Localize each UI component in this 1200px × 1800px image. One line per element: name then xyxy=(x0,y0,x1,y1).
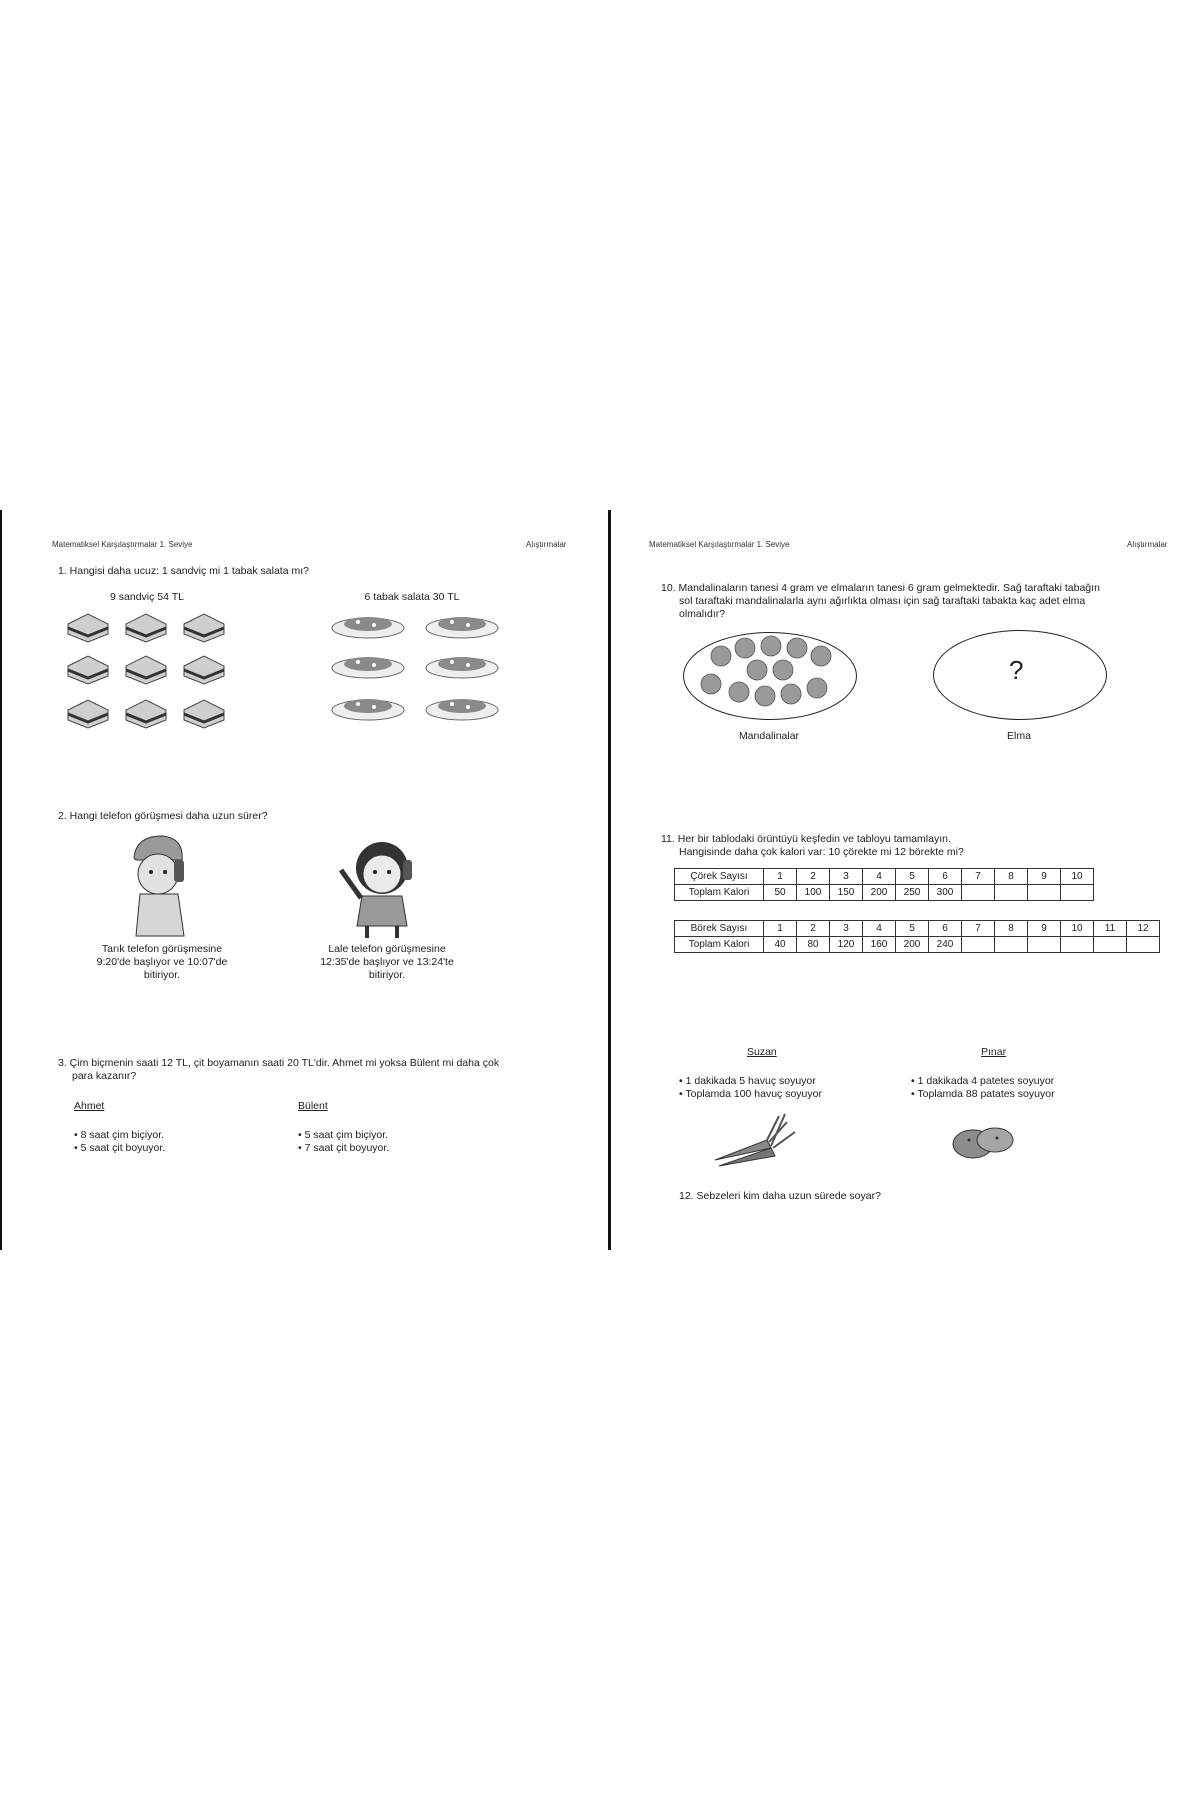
table-cell: 4 xyxy=(863,869,896,885)
sandwich-icon xyxy=(68,700,108,728)
table-cell: 7 xyxy=(962,869,995,885)
mandarin-icon xyxy=(747,660,767,680)
ahmet-item: • 8 saat çim biçiyor. xyxy=(74,1129,165,1141)
table-cell: 160 xyxy=(863,937,896,953)
table-cell: Toplam Kalori xyxy=(675,937,764,953)
table-cell: 2 xyxy=(797,921,830,937)
left-header-section: Alıştırmalar xyxy=(526,540,567,549)
question-3-line-1: 3. Çim biçmenin saati 12 TL, çit boyamanın saati 20 TL'dir. Ahmet mi yoksa Bülent mi daha çok xyxy=(58,1057,500,1069)
mandarin-icon xyxy=(711,646,731,666)
table-answer-cell[interactable] xyxy=(1028,885,1061,901)
table-cell: 150 xyxy=(830,885,863,901)
table-cell: 6 xyxy=(929,921,962,937)
ahmet-name: Ahmet xyxy=(74,1100,105,1112)
table-cell: 8 xyxy=(995,921,1028,937)
salad-plate-icon xyxy=(426,657,498,678)
table-cell: 4 xyxy=(863,921,896,937)
question-1-text: 1. Hangisi daha ucuz: 1 sandviç mi 1 tabak salata mı? xyxy=(58,565,309,577)
table-cell: 12 xyxy=(1127,921,1160,937)
question-10-line-1: 10. Mandalinaların tanesi 4 gram ve elmaların tanesi 6 gram gelmektedir. Sağ taraftaki tabağın xyxy=(661,582,1100,594)
bulent-item: • 5 saat çim biçiyor. xyxy=(298,1129,389,1141)
salad-plate-icon xyxy=(426,617,498,638)
question-12-text: 12. Sebzeleri kim daha uzun sürede soyar? xyxy=(679,1190,881,1202)
suzan-item: • 1 dakikada 5 havuç soyuyor xyxy=(679,1075,816,1087)
table-answer-cell[interactable] xyxy=(995,885,1028,901)
table-answer-cell[interactable] xyxy=(1094,937,1127,953)
question-3-line-2: para kazanır? xyxy=(72,1070,137,1082)
table-cell: 80 xyxy=(797,937,830,953)
tarik-line-3: bitiriyor. xyxy=(143,969,181,981)
lale-line-3: bitiriyor. xyxy=(368,969,406,981)
table-cell: 200 xyxy=(896,937,929,953)
salad-plate-icon xyxy=(426,699,498,720)
sandwich-icon xyxy=(68,614,108,642)
sandwich-icon xyxy=(126,656,166,684)
table-cell: 9 xyxy=(1028,869,1061,885)
sandwich-icon xyxy=(126,614,166,642)
mandarin-icon xyxy=(755,686,775,706)
table-cell: 7 xyxy=(962,921,995,937)
table-cell: 100 xyxy=(797,885,830,901)
tarik-line-2: 9:20'de başlıyor ve 10:07'de xyxy=(96,956,228,968)
carrots-icon xyxy=(709,1110,799,1170)
potatoes-icon xyxy=(949,1118,1019,1166)
table-cell: 5 xyxy=(896,869,929,885)
sandwich-icon xyxy=(184,700,224,728)
table-answer-cell[interactable] xyxy=(1061,885,1094,901)
apple-label: Elma xyxy=(1007,730,1031,742)
mandarin-icon xyxy=(773,660,793,680)
salad-price-label: 6 tabak salata 30 TL xyxy=(364,591,460,603)
salad-plate-icon xyxy=(332,617,404,638)
table-cell: 250 xyxy=(896,885,929,901)
mandarin-icon xyxy=(787,638,807,658)
right-worksheet-page xyxy=(608,510,1200,1250)
salad-plate-icon xyxy=(332,657,404,678)
question-11-line-2: Hangisinde daha çok kalori var: 10 çörekte mi 12 börekte mi? xyxy=(679,846,964,858)
sandwich-icon xyxy=(184,614,224,642)
bulent-name: Bülent xyxy=(298,1100,328,1112)
table-cell: 6 xyxy=(929,869,962,885)
table-row xyxy=(675,885,1094,901)
table-answer-cell[interactable] xyxy=(995,937,1028,953)
sandwich-price-label: 9 sandviç 54 TL xyxy=(110,591,184,603)
bulent-item: • 7 saat çit boyuyor. xyxy=(298,1142,390,1154)
right-header-section: Alıştırmalar xyxy=(1127,540,1168,549)
pinar-name: Pınar xyxy=(981,1046,1007,1058)
table-row xyxy=(675,869,1094,885)
table-answer-cell[interactable] xyxy=(1127,937,1160,953)
pinar-list xyxy=(911,1075,1055,1101)
mandarins-group xyxy=(683,632,855,718)
salad-images xyxy=(330,610,510,730)
mandarin-icon xyxy=(701,674,721,694)
table-cell: 50 xyxy=(764,885,797,901)
left-header-title: Matematiksel Karşılaştırmalar 1. Seviye xyxy=(52,540,193,549)
mandarin-label: Mandalinalar xyxy=(738,730,800,742)
table-cell: 120 xyxy=(830,937,863,953)
table-cell: 10 xyxy=(1061,921,1094,937)
question-11-line-1: 11. Her bir tablodaki örüntüyü keşfedin ve tabloyu tamamlayın. xyxy=(661,833,951,845)
lale-line-1: Lale telefon görüşmesine xyxy=(328,943,446,955)
ahmet-list xyxy=(74,1129,165,1155)
mandarin-icon xyxy=(735,638,755,658)
suzan-item: • Toplamda 100 havuç soyuyor xyxy=(679,1088,822,1100)
table-cell: 1 xyxy=(764,921,797,937)
bulent-list xyxy=(298,1129,389,1155)
table-cell: Toplam Kalori xyxy=(675,885,764,901)
table-cell: 240 xyxy=(929,937,962,953)
table-answer-cell[interactable] xyxy=(962,937,995,953)
right-header-title: Matematiksel Karşılaştırmalar 1. Seviye xyxy=(649,540,790,549)
tarik-line-1: Tarık telefon görüşmesine xyxy=(101,943,223,955)
question-3-text xyxy=(58,1057,588,1083)
lale-call-info xyxy=(302,943,472,982)
table-cell: 5 xyxy=(896,921,929,937)
pinar-item: • 1 dakikada 4 patetes soyuyor xyxy=(911,1075,1055,1087)
table-answer-cell[interactable] xyxy=(1061,937,1094,953)
table-cell: 1 xyxy=(764,869,797,885)
table-cell: 200 xyxy=(863,885,896,901)
sandwich-icon xyxy=(184,656,224,684)
mandarin-icon xyxy=(729,682,749,702)
question-10-text xyxy=(661,582,1171,621)
table-cell: 3 xyxy=(830,921,863,937)
table-cell: 8 xyxy=(995,869,1028,885)
salad-plate-icon xyxy=(332,699,404,720)
table-cell: 3 xyxy=(830,869,863,885)
mandarin-icon xyxy=(781,684,801,704)
girl-on-phone-icon xyxy=(337,830,427,940)
question-10-line-3: olmalıdır? xyxy=(679,608,726,620)
table-cell: 11 xyxy=(1094,921,1127,937)
suzan-name: Suzan xyxy=(747,1046,777,1058)
question-2-text: 2. Hangi telefon görüşmesi daha uzun sürer? xyxy=(58,810,268,822)
table-row xyxy=(675,921,1160,937)
pinar-item: • Toplamda 88 patates soyuyor xyxy=(911,1088,1055,1100)
boy-on-phone-icon xyxy=(122,830,202,940)
sandwich-icon xyxy=(68,656,108,684)
table-cell: Börek Sayısı xyxy=(675,921,764,937)
table-cell: 40 xyxy=(764,937,797,953)
table-cell: 300 xyxy=(929,885,962,901)
left-worksheet-page xyxy=(0,510,610,1250)
sandwich-icon xyxy=(126,700,166,728)
mandarin-icon xyxy=(807,678,827,698)
table-cell: 2 xyxy=(797,869,830,885)
mandarin-icon xyxy=(811,646,831,666)
suzan-list xyxy=(679,1075,822,1101)
table-answer-cell[interactable] xyxy=(962,885,995,901)
table-row xyxy=(675,937,1160,953)
question-11-text xyxy=(661,833,1171,859)
lale-line-2: 12:35'de başlıyor ve 13:24'te xyxy=(320,956,454,968)
corek-calorie-table xyxy=(674,868,1094,901)
apple-count-question-mark: ? xyxy=(1009,655,1024,685)
table-cell: Çörek Sayısı xyxy=(675,869,764,885)
question-10-line-2: sol taraftaki mandalinalarla aynı ağırlıkta olması için sağ taraftaki tabakta kaç adet elma xyxy=(679,595,1086,607)
table-cell: 9 xyxy=(1028,921,1061,937)
sandwich-images xyxy=(62,608,242,738)
table-cell: 10 xyxy=(1061,869,1094,885)
ahmet-item: • 5 saat çit boyuyor. xyxy=(74,1142,166,1154)
tarik-call-info xyxy=(77,943,247,982)
table-answer-cell[interactable] xyxy=(1028,937,1061,953)
borek-calorie-table xyxy=(674,920,1160,953)
mandarin-icon xyxy=(761,636,781,656)
